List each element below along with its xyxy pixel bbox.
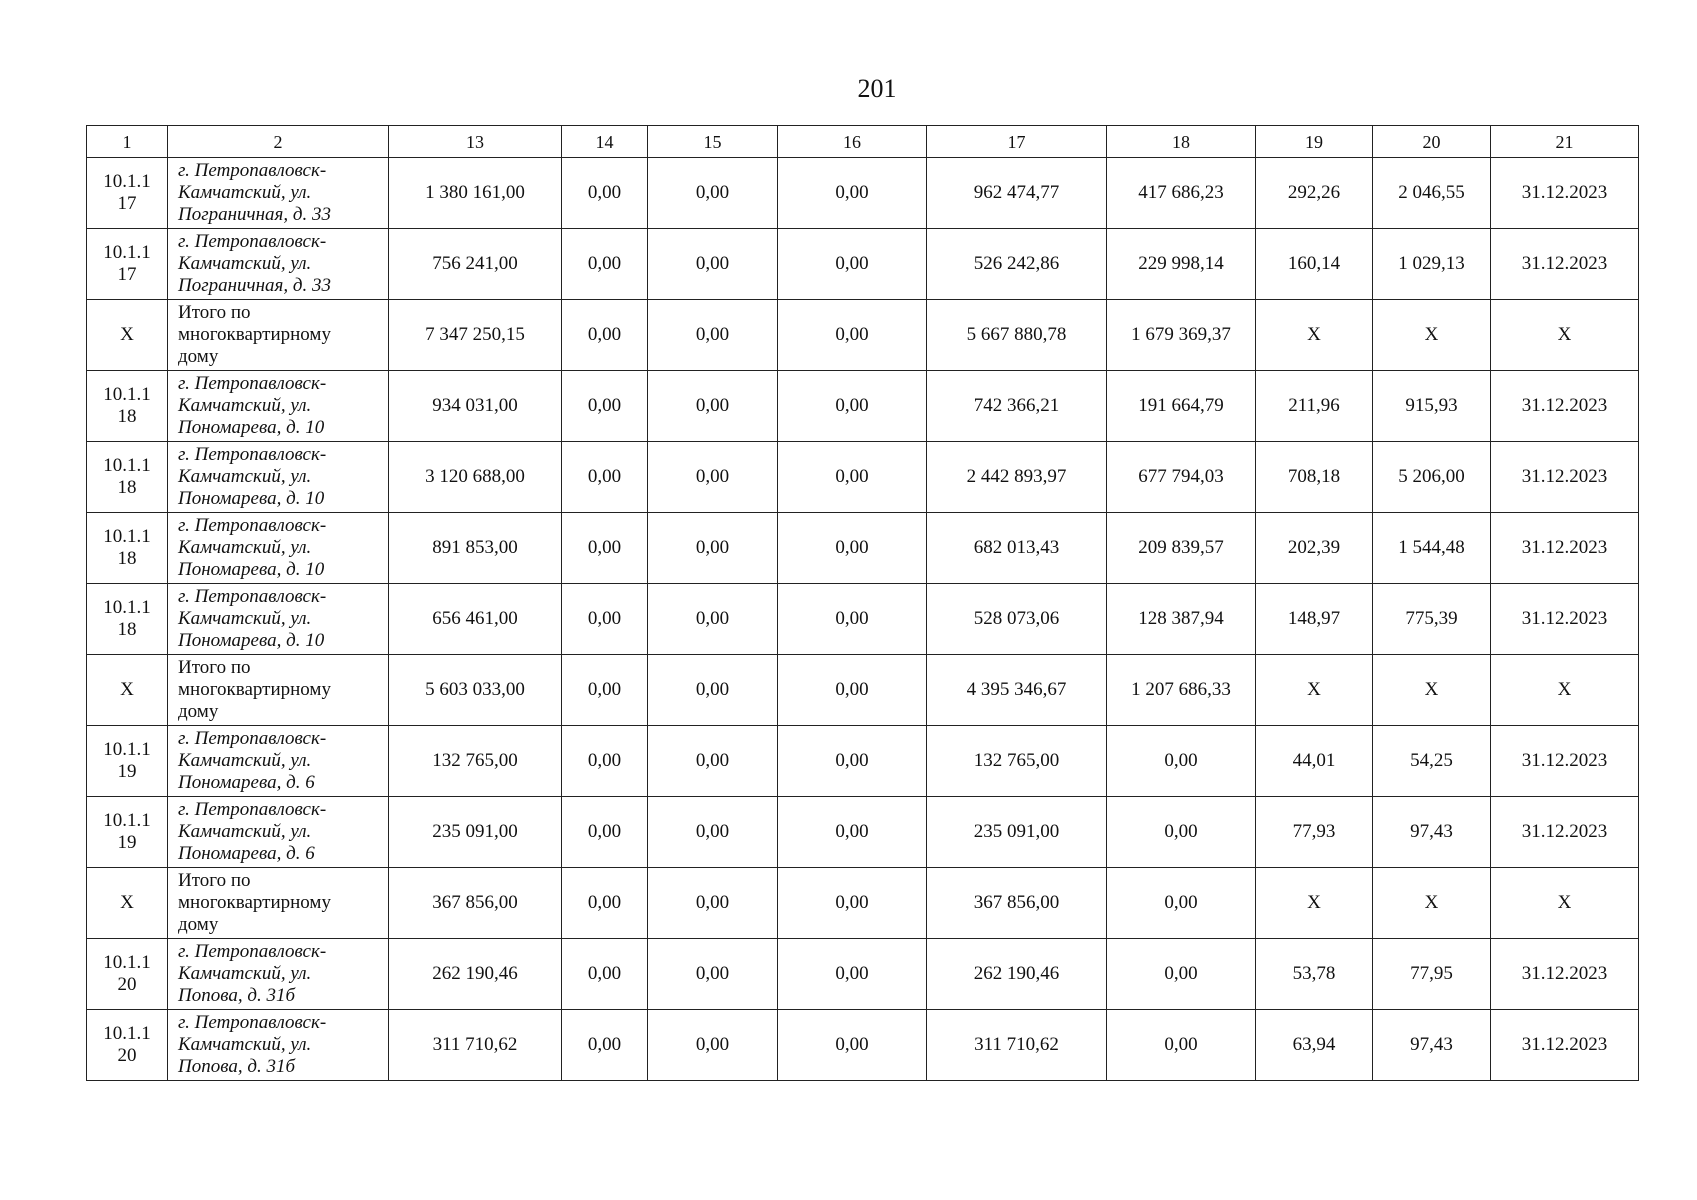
total-row xyxy=(87,300,1639,371)
value-cell-col-17: 742 366,21 xyxy=(927,371,1107,442)
address-line: Пономарева, д. 10 xyxy=(178,559,325,580)
value-cell-col-19: 708,18 xyxy=(1256,442,1373,513)
value-cell-col-21: Х xyxy=(1491,655,1639,726)
value-cell-col-17: 682 013,43 xyxy=(927,513,1107,584)
page-number: 201 xyxy=(857,74,897,103)
item-number-cell xyxy=(87,158,168,229)
value-cell-col-21: 31.12.2023 xyxy=(1491,442,1639,513)
value-cell-col-17: 962 474,77 xyxy=(927,158,1107,229)
item-number-line: Х xyxy=(120,679,134,700)
address-cell xyxy=(168,584,389,655)
value-cell-col-17: 367 856,00 xyxy=(927,868,1107,939)
value-cell-col-21: 31.12.2023 xyxy=(1491,939,1639,1010)
value-cell-col-13: 7 347 250,15 xyxy=(389,300,562,371)
column-header: 21 xyxy=(1491,126,1639,158)
value-cell-col-21: 31.12.2023 xyxy=(1491,513,1639,584)
value-cell-col-16: 0,00 xyxy=(778,158,927,229)
value-cell-col-20: 77,95 xyxy=(1373,939,1491,1010)
item-number-cell xyxy=(87,442,168,513)
value-cell-col-13: 656 461,00 xyxy=(389,584,562,655)
value-cell-col-17: 2 442 893,97 xyxy=(927,442,1107,513)
total-row xyxy=(87,655,1639,726)
address-line: г. Петропавловск- xyxy=(178,444,327,465)
item-number-cell xyxy=(87,868,168,939)
address-line: многоквартирному xyxy=(178,324,331,345)
value-cell-col-19: 160,14 xyxy=(1256,229,1373,300)
item-number-cell xyxy=(87,229,168,300)
address-line: Итого по xyxy=(178,870,251,891)
address-line: Пограничная, д. 33 xyxy=(178,275,331,296)
address-line: Пономарева, д. 6 xyxy=(178,772,315,793)
item-number-cell xyxy=(87,1010,168,1081)
item-number-line: 19 xyxy=(117,832,137,853)
value-cell-col-14: 0,00 xyxy=(562,300,648,371)
address-cell xyxy=(168,158,389,229)
address-line: Камчатский, ул. xyxy=(178,466,312,487)
value-cell-col-21: 31.12.2023 xyxy=(1491,371,1639,442)
address-line: Камчатский, ул. xyxy=(178,608,312,629)
address-cell xyxy=(168,1010,389,1081)
address-line: Пономарева, д. 10 xyxy=(178,417,325,438)
address-line: Камчатский, ул. xyxy=(178,253,312,274)
table-row xyxy=(87,229,1639,300)
item-number-line: 17 xyxy=(117,264,137,285)
value-cell-col-21: 31.12.2023 xyxy=(1491,158,1639,229)
value-cell-col-19: Х xyxy=(1256,868,1373,939)
item-number-cell xyxy=(87,300,168,371)
item-number-line: 18 xyxy=(117,406,137,427)
item-number-line: 20 xyxy=(117,1045,137,1066)
item-number-cell xyxy=(87,513,168,584)
column-header: 1 xyxy=(87,126,168,158)
value-cell-col-18: 191 664,79 xyxy=(1107,371,1256,442)
address-line: многоквартирному xyxy=(178,892,331,913)
item-number-cell xyxy=(87,371,168,442)
column-header: 18 xyxy=(1107,126,1256,158)
address-line: Камчатский, ул. xyxy=(178,821,312,842)
address-line: Пономарева, д. 6 xyxy=(178,843,315,864)
value-cell-col-20: 97,43 xyxy=(1373,797,1491,868)
value-cell-col-16: 0,00 xyxy=(778,371,927,442)
address-line: Итого по xyxy=(178,657,251,678)
address-line: Пограничная, д. 33 xyxy=(178,204,331,225)
item-number-cell xyxy=(87,797,168,868)
value-cell-col-19: Х xyxy=(1256,655,1373,726)
item-number-line: 19 xyxy=(117,761,137,782)
table-row xyxy=(87,797,1639,868)
table-row xyxy=(87,726,1639,797)
address-cell xyxy=(168,442,389,513)
value-cell-col-16: 0,00 xyxy=(778,939,927,1010)
value-cell-col-21: Х xyxy=(1491,868,1639,939)
value-cell-col-15: 0,00 xyxy=(648,939,778,1010)
address-line: многоквартирному xyxy=(178,679,331,700)
item-number-line: 18 xyxy=(117,548,137,569)
table-row xyxy=(87,939,1639,1010)
address-line: г. Петропавловск- xyxy=(178,728,327,749)
value-cell-col-16: 0,00 xyxy=(778,300,927,371)
value-cell-col-14: 0,00 xyxy=(562,1010,648,1081)
value-cell-col-15: 0,00 xyxy=(648,300,778,371)
value-cell-col-14: 0,00 xyxy=(562,939,648,1010)
value-cell-col-18: 1 207 686,33 xyxy=(1107,655,1256,726)
value-cell-col-14: 0,00 xyxy=(562,868,648,939)
table-row xyxy=(87,584,1639,655)
value-cell-col-14: 0,00 xyxy=(562,797,648,868)
value-cell-col-14: 0,00 xyxy=(562,442,648,513)
total-label-cell xyxy=(168,868,389,939)
total-label-cell xyxy=(168,300,389,371)
item-number-cell xyxy=(87,584,168,655)
value-cell-col-14: 0,00 xyxy=(562,513,648,584)
item-number-cell xyxy=(87,726,168,797)
value-cell-col-20: 775,39 xyxy=(1373,584,1491,655)
item-number-line: 10.1.1 xyxy=(103,242,151,263)
item-number-line: Х xyxy=(120,892,134,913)
value-cell-col-19: Х xyxy=(1256,300,1373,371)
value-cell-col-19: 292,26 xyxy=(1256,158,1373,229)
column-header: 17 xyxy=(927,126,1107,158)
item-number-line: 10.1.1 xyxy=(103,952,151,973)
address-line: г. Петропавловск- xyxy=(178,941,327,962)
value-cell-col-17: 262 190,46 xyxy=(927,939,1107,1010)
value-cell-col-13: 756 241,00 xyxy=(389,229,562,300)
value-cell-col-15: 0,00 xyxy=(648,726,778,797)
value-cell-col-14: 0,00 xyxy=(562,726,648,797)
value-cell-col-20: Х xyxy=(1373,300,1491,371)
item-number-line: 10.1.1 xyxy=(103,810,151,831)
value-cell-col-14: 0,00 xyxy=(562,158,648,229)
address-line: Итого по xyxy=(178,302,251,323)
value-cell-col-18: 0,00 xyxy=(1107,1010,1256,1081)
address-line: г. Петропавловск- xyxy=(178,231,327,252)
value-cell-col-20: 2 046,55 xyxy=(1373,158,1491,229)
address-line: Камчатский, ул. xyxy=(178,963,312,984)
value-cell-col-16: 0,00 xyxy=(778,655,927,726)
value-cell-col-19: 202,39 xyxy=(1256,513,1373,584)
value-cell-col-18: 0,00 xyxy=(1107,868,1256,939)
value-cell-col-14: 0,00 xyxy=(562,229,648,300)
value-cell-col-20: Х xyxy=(1373,655,1491,726)
value-cell-col-18: 128 387,94 xyxy=(1107,584,1256,655)
address-line: Попова, д. 31б xyxy=(178,985,296,1006)
value-cell-col-21: 31.12.2023 xyxy=(1491,1010,1639,1081)
value-cell-col-21: 31.12.2023 xyxy=(1491,584,1639,655)
value-cell-col-18: 0,00 xyxy=(1107,939,1256,1010)
address-line: Пономарева, д. 10 xyxy=(178,488,325,509)
address-line: г. Петропавловск- xyxy=(178,799,327,820)
item-number-line: 10.1.1 xyxy=(103,597,151,618)
item-number-line: 10.1.1 xyxy=(103,739,151,760)
value-cell-col-18: 0,00 xyxy=(1107,726,1256,797)
address-line: Камчатский, ул. xyxy=(178,395,312,416)
value-cell-col-20: Х xyxy=(1373,868,1491,939)
value-cell-col-14: 0,00 xyxy=(562,371,648,442)
table-row xyxy=(87,158,1639,229)
value-cell-col-18: 417 686,23 xyxy=(1107,158,1256,229)
value-cell-col-15: 0,00 xyxy=(648,584,778,655)
item-number-line: 10.1.1 xyxy=(103,526,151,547)
value-cell-col-13: 235 091,00 xyxy=(389,797,562,868)
address-line: г. Петропавловск- xyxy=(178,160,327,181)
value-cell-col-13: 934 031,00 xyxy=(389,371,562,442)
table-row xyxy=(87,442,1639,513)
value-cell-col-16: 0,00 xyxy=(778,868,927,939)
value-cell-col-20: 1 029,13 xyxy=(1373,229,1491,300)
value-cell-col-13: 262 190,46 xyxy=(389,939,562,1010)
value-cell-col-17: 311 710,62 xyxy=(927,1010,1107,1081)
total-label-cell xyxy=(168,655,389,726)
value-cell-col-21: 31.12.2023 xyxy=(1491,229,1639,300)
value-cell-col-13: 132 765,00 xyxy=(389,726,562,797)
value-cell-col-20: 915,93 xyxy=(1373,371,1491,442)
value-cell-col-16: 0,00 xyxy=(778,229,927,300)
value-cell-col-19: 211,96 xyxy=(1256,371,1373,442)
value-cell-col-19: 44,01 xyxy=(1256,726,1373,797)
value-cell-col-16: 0,00 xyxy=(778,726,927,797)
address-line: Пономарева, д. 10 xyxy=(178,630,325,651)
value-cell-col-14: 0,00 xyxy=(562,584,648,655)
item-number-line: 10.1.1 xyxy=(103,384,151,405)
value-cell-col-15: 0,00 xyxy=(648,513,778,584)
item-number-line: 10.1.1 xyxy=(103,1023,151,1044)
value-cell-col-15: 0,00 xyxy=(648,442,778,513)
value-cell-col-15: 0,00 xyxy=(648,371,778,442)
data-table xyxy=(86,125,1639,1081)
value-cell-col-17: 4 395 346,67 xyxy=(927,655,1107,726)
column-header: 2 xyxy=(168,126,389,158)
value-cell-col-20: 54,25 xyxy=(1373,726,1491,797)
column-header: 13 xyxy=(389,126,562,158)
address-line: Камчатский, ул. xyxy=(178,750,312,771)
value-cell-col-18: 677 794,03 xyxy=(1107,442,1256,513)
value-cell-col-13: 891 853,00 xyxy=(389,513,562,584)
value-cell-col-19: 53,78 xyxy=(1256,939,1373,1010)
address-cell xyxy=(168,229,389,300)
item-number-line: 18 xyxy=(117,619,137,640)
value-cell-col-21: 31.12.2023 xyxy=(1491,797,1639,868)
value-cell-col-17: 528 073,06 xyxy=(927,584,1107,655)
table-row xyxy=(87,513,1639,584)
value-cell-col-16: 0,00 xyxy=(778,442,927,513)
address-cell xyxy=(168,939,389,1010)
value-cell-col-17: 5 667 880,78 xyxy=(927,300,1107,371)
value-cell-col-13: 311 710,62 xyxy=(389,1010,562,1081)
item-number-line: 17 xyxy=(117,193,137,214)
header-row xyxy=(87,126,1639,158)
value-cell-col-18: 0,00 xyxy=(1107,797,1256,868)
item-number-line: 10.1.1 xyxy=(103,171,151,192)
value-cell-col-15: 0,00 xyxy=(648,655,778,726)
value-cell-col-15: 0,00 xyxy=(648,868,778,939)
column-header: 15 xyxy=(648,126,778,158)
value-cell-col-18: 229 998,14 xyxy=(1107,229,1256,300)
address-cell xyxy=(168,371,389,442)
value-cell-col-14: 0,00 xyxy=(562,655,648,726)
item-number-line: 10.1.1 xyxy=(103,455,151,476)
value-cell-col-16: 0,00 xyxy=(778,1010,927,1081)
address-line: г. Петропавловск- xyxy=(178,1012,327,1033)
column-header: 14 xyxy=(562,126,648,158)
value-cell-col-16: 0,00 xyxy=(778,584,927,655)
address-line: Камчатский, ул. xyxy=(178,537,312,558)
value-cell-col-15: 0,00 xyxy=(648,229,778,300)
address-line: дому xyxy=(178,701,219,722)
item-number-line: Х xyxy=(120,324,134,345)
address-line: г. Петропавловск- xyxy=(178,373,327,394)
address-line: дому xyxy=(178,346,219,367)
value-cell-col-13: 3 120 688,00 xyxy=(389,442,562,513)
value-cell-col-17: 526 242,86 xyxy=(927,229,1107,300)
value-cell-col-15: 0,00 xyxy=(648,1010,778,1081)
address-line: Попова, д. 31б xyxy=(178,1056,296,1077)
value-cell-col-13: 1 380 161,00 xyxy=(389,158,562,229)
item-number-line: 18 xyxy=(117,477,137,498)
value-cell-col-20: 1 544,48 xyxy=(1373,513,1491,584)
address-line: г. Петропавловск- xyxy=(178,515,327,536)
value-cell-col-15: 0,00 xyxy=(648,797,778,868)
address-line: дому xyxy=(178,914,219,935)
value-cell-col-17: 235 091,00 xyxy=(927,797,1107,868)
item-number-line: 20 xyxy=(117,974,137,995)
value-cell-col-13: 367 856,00 xyxy=(389,868,562,939)
value-cell-col-16: 0,00 xyxy=(778,797,927,868)
value-cell-col-19: 63,94 xyxy=(1256,1010,1373,1081)
address-line: г. Петропавловск- xyxy=(178,586,327,607)
item-number-cell xyxy=(87,655,168,726)
item-number-cell xyxy=(87,939,168,1010)
table-row xyxy=(87,1010,1639,1081)
value-cell-col-18: 1 679 369,37 xyxy=(1107,300,1256,371)
address-cell xyxy=(168,726,389,797)
value-cell-col-15: 0,00 xyxy=(648,158,778,229)
value-cell-col-19: 77,93 xyxy=(1256,797,1373,868)
address-line: Камчатский, ул. xyxy=(178,182,312,203)
column-header: 19 xyxy=(1256,126,1373,158)
total-row xyxy=(87,868,1639,939)
column-header: 16 xyxy=(778,126,927,158)
value-cell-col-19: 148,97 xyxy=(1256,584,1373,655)
column-header: 20 xyxy=(1373,126,1491,158)
value-cell-col-13: 5 603 033,00 xyxy=(389,655,562,726)
value-cell-col-17: 132 765,00 xyxy=(927,726,1107,797)
value-cell-col-18: 209 839,57 xyxy=(1107,513,1256,584)
table-row xyxy=(87,371,1639,442)
value-cell-col-20: 5 206,00 xyxy=(1373,442,1491,513)
address-line: Камчатский, ул. xyxy=(178,1034,312,1055)
value-cell-col-20: 97,43 xyxy=(1373,1010,1491,1081)
address-cell xyxy=(168,797,389,868)
value-cell-col-21: 31.12.2023 xyxy=(1491,726,1639,797)
value-cell-col-21: Х xyxy=(1491,300,1639,371)
address-cell xyxy=(168,513,389,584)
value-cell-col-16: 0,00 xyxy=(778,513,927,584)
